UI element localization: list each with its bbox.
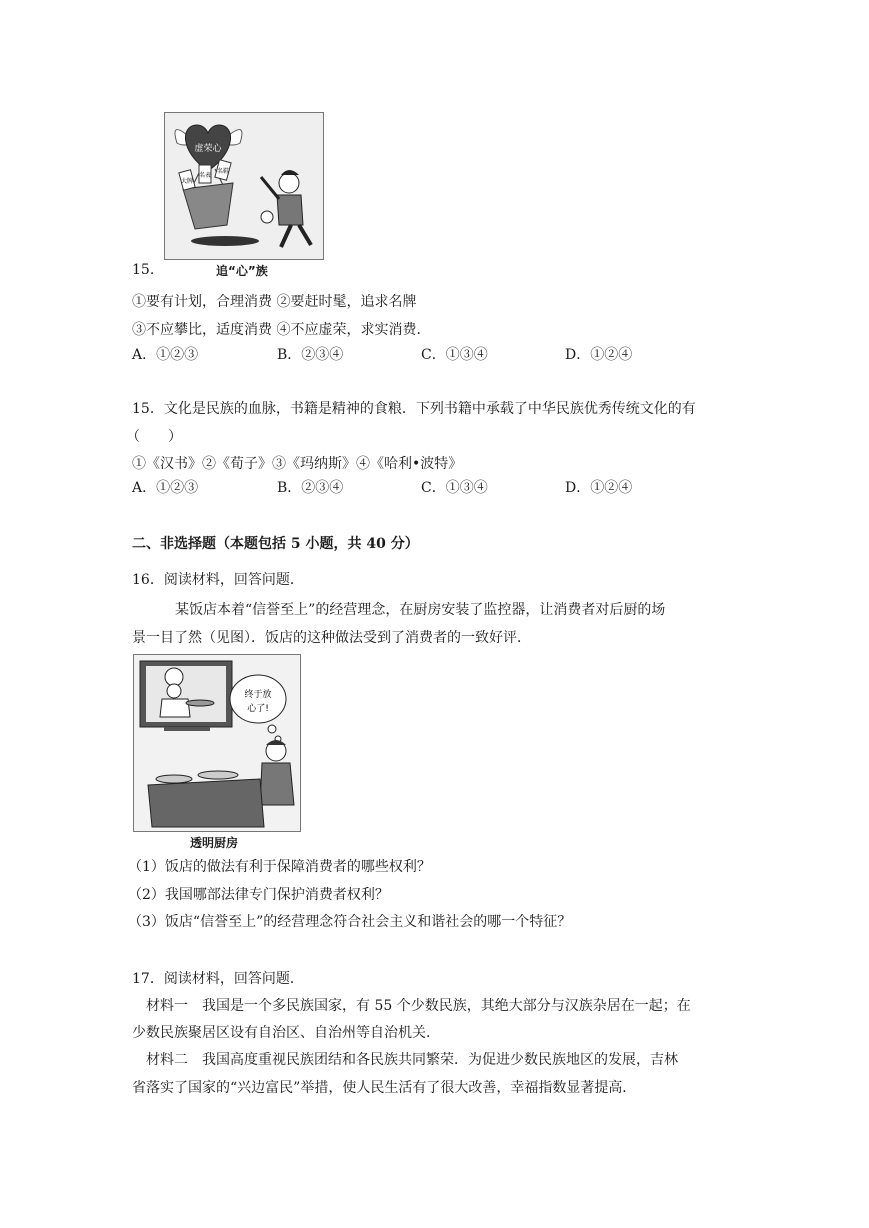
q16-subquestion-2: （2）我国哪部法律专门保护消费者权利？ [128, 887, 389, 903]
q15b-option-b[interactable]: B．②③④ [277, 480, 344, 496]
q16-material-line-1: 某饭店本着“信誉至上”的经营理念，在厨房安装了监控器，让消费者对后厨的场 [175, 602, 666, 618]
q15b-option-d[interactable]: D．①②④ [565, 480, 633, 496]
cartoon-transparent-kitchen [133, 654, 301, 832]
q17-material-2-line-2: 省落实了国家的“兴边富民”举措，使人民生活有了很大改善，幸福指数显著提高． [132, 1080, 637, 1096]
q16-material-line-2: 景一目了然（见图）．饭店的这种做法受到了消费者的一致好评． [132, 630, 531, 646]
section-title: 二、非选择题（本题包括 5 小题，共 40 分） [132, 536, 419, 552]
basket-tag-2: 名表 [198, 172, 212, 179]
q15a-option-a[interactable]: A．①②③ [132, 347, 199, 363]
heart-label: 虚荣心 [194, 144, 222, 154]
cartoon-consumer-vanity [164, 112, 324, 260]
q15a-option-b[interactable]: B．②③④ [277, 347, 344, 363]
question-number-15: 15. [132, 262, 155, 278]
q15b-books: ①《汉书》②《荀子》③《玛纳斯》④《哈利•波特》 [132, 456, 463, 472]
q15b-option-a[interactable]: A．①②③ [132, 480, 199, 496]
q15a-statement-2: ③不应攀比，适度消费 ④不应虚荣，求实消费． [132, 322, 431, 338]
q16-heading: 16．阅读材料，回答问题． [132, 572, 304, 588]
q15b-option-c[interactable]: C．①③④ [421, 480, 488, 496]
basket-tag-3: 名鞋 [216, 168, 230, 175]
kitchen-illustration [134, 655, 300, 831]
cartoon-illustration [165, 113, 323, 259]
bubble-text-2: 心了! [247, 704, 269, 714]
bubble-text-1: 终于放 [244, 690, 272, 700]
q16-subquestion-3: （3）饭店“信誉至上”的经营理念符合社会主义和谐社会的哪一个特征？ [128, 914, 572, 930]
q17-material-1-line-1: 材料一 我国是一个多民族国家，有 55 个少数民族，其绝大部分与汉族杂居在一起；在 [146, 998, 691, 1014]
q15b-stem: 15．文化是民族的血脉，书籍是精神的食粮．下列书籍中承载了中华民族优秀传统文化的有 [132, 401, 696, 417]
basket-tag-1: 大牌 [180, 178, 194, 185]
kitchen-caption: 透明厨房 [190, 836, 239, 850]
q17-material-1-line-2: 少数民族聚居区设有自治区、自治州等自治机关． [132, 1025, 440, 1041]
q15a-option-d[interactable]: D．①②④ [565, 347, 633, 363]
q15a-option-c[interactable]: C．①③④ [421, 347, 488, 363]
q17-heading: 17．阅读材料，回答问题． [132, 971, 304, 987]
q15a-statement-1: ①要有计划，合理消费 ②要赶时髦，追求名牌 [132, 294, 417, 310]
q15b-answer-blank: （ ） [126, 429, 182, 445]
q17-material-2-line-1: 材料二 我国高度重视民族团结和各民族共同繁荣．为促进少数民族地区的发展，吉林 [146, 1052, 678, 1068]
cartoon-caption: 追“心”族 [216, 264, 268, 278]
q16-subquestion-1: （1）饭店的做法有利于保障消费者的哪些权利？ [128, 859, 431, 875]
